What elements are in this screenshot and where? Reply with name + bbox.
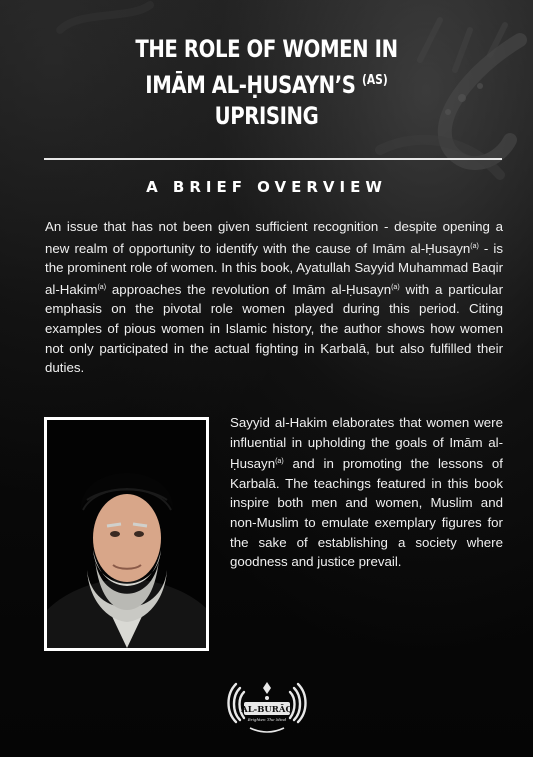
section-heading: A BRIEF OVERVIEW xyxy=(146,178,387,196)
portrait-image xyxy=(47,420,206,648)
author-portrait xyxy=(44,417,209,651)
logo-name: AL-BURĀQ xyxy=(241,705,293,715)
p2-text-2: and in promoting the lessons of Karbalā. The teachings featured in this book inspire both men and women, Muslim and non-Muslim to emulate exemplary figures for the sake of establishing a society where goodness and justice prevail. xyxy=(230,456,503,570)
overview-paragraph-1 xyxy=(45,217,503,378)
title-line-2 xyxy=(48,65,485,101)
p1-text-3: approaches the revolution of Imām al-Ḥusayn xyxy=(106,281,392,297)
overview-paragraph-2 xyxy=(230,413,503,572)
logo-tagline: Brighten The Mind xyxy=(247,717,287,722)
p1-text-1: An issue that has not been given sufficient recognition - despite opening a new realm of opportunity to identify with the cause of Imām al-Ḥusayn xyxy=(45,219,503,256)
p2-text-1: Sayyid al-Hakim elaborates that women were influential in upholding the goals of Imām al-Ḥusayn xyxy=(230,415,503,472)
title-line-3: UPRISING xyxy=(214,102,319,130)
p2-honorific-1: (a) xyxy=(275,458,284,466)
publisher-logo xyxy=(224,676,310,738)
p1-honorific-1: (a) xyxy=(470,242,479,250)
title-line-1: THE ROLE OF WOMEN IN xyxy=(135,35,398,63)
title-honorific: (AS) xyxy=(362,73,388,88)
title-line-2-text: IMĀM AL-ḤUSAYN’S xyxy=(145,71,356,99)
title-divider xyxy=(44,158,502,160)
p1-text-2: - is the prominent role of women. In this book, Ayatullah Sayyid Muhammad Baqir al-Hakim xyxy=(45,240,504,297)
p1-honorific-2: (a) xyxy=(97,283,107,291)
p1-honorific-3: (a) xyxy=(391,283,400,291)
book-title xyxy=(48,34,485,132)
p1-text-4: with a particular emphasis on the pivotal role women played during this period. Citing examples of pious women in Islamic history, the author shows how women not only participated in the actual fighting in Karbalā, but also fulfilled their duties. xyxy=(45,281,503,376)
